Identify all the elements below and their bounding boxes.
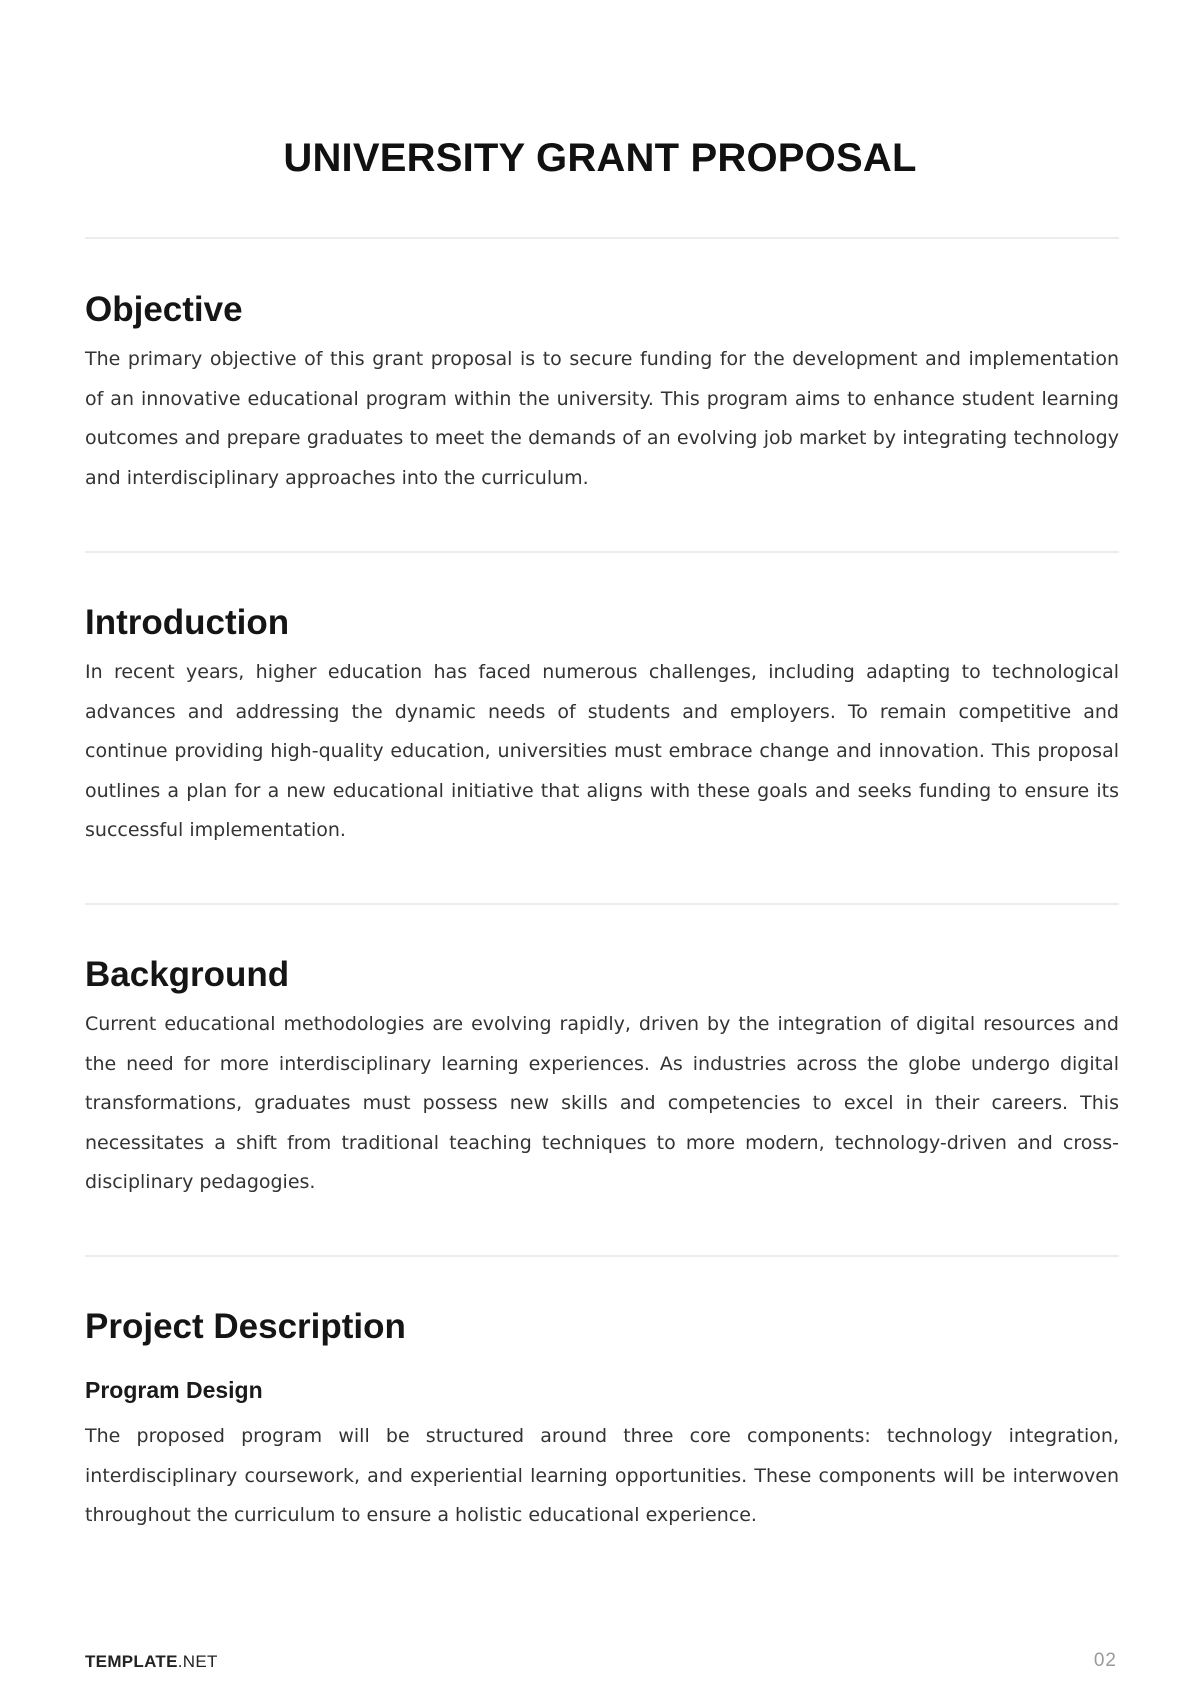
divider [85, 903, 1119, 905]
section-body-background: Current educational methodologies are evolving rapidly, driven by the integration of digital resources and the need for more interdisciplinary learning experiences. As industries across the globe undergo digital transformations, graduates must possess new skills and competencies to excel in their careers. This necessitates a shift from traditional teaching techniques to more modern, technology-driven and cross-disciplinary pedagogies. [85, 1013, 1119, 1194]
section-objective [85, 288, 1119, 498]
page-number: 02 [1093, 1650, 1117, 1671]
divider [85, 551, 1119, 553]
section-heading-objective: Objective [85, 290, 243, 329]
section-heading-introduction: Introduction [85, 603, 290, 642]
section-heading-background: Background [85, 955, 290, 994]
divider [85, 237, 1119, 239]
footer-brand-light: .NET [177, 1652, 218, 1671]
subsection-heading-program-design: Program Design [85, 1377, 263, 1403]
section-body-program-design: The proposed program will be structured around three core components: technology integration, interdisciplinary coursework, and experiential learning opportunities. These components will be interwoven throughout the curriculum to ensure a holistic educational experience. [85, 1425, 1119, 1527]
document-title: UNIVERSITY GRANT PROPOSAL [283, 136, 917, 180]
section-body-objective: The primary objective of this grant proposal is to secure funding for the development and implementation of an innovative educational program within the university. This program aims to enhance student learning outcomes and prepare graduates to meet the demands of an evolving job market by integrating technology and interdisciplinary approaches into the curriculum. [85, 348, 1119, 489]
footer-brand-bold: TEMPLATE [85, 1652, 178, 1671]
section-background [85, 953, 1119, 1203]
section-body-introduction: In recent years, higher education has faced numerous challenges, including adapting to technological advances and addressing the dynamic needs of students and employers. To remain competitive and continue providing high-quality education, universities must embrace change and innovation. This proposal outlines a plan for a new educational initiative that aligns with these goals and seeks funding to ensure its successful implementation. [85, 661, 1119, 842]
divider [85, 1255, 1119, 1257]
section-project-description [85, 1305, 1119, 1536]
section-introduction [85, 601, 1119, 851]
section-heading-project-description: Project Description [85, 1307, 406, 1346]
footer-brand-logo [85, 1652, 218, 1672]
